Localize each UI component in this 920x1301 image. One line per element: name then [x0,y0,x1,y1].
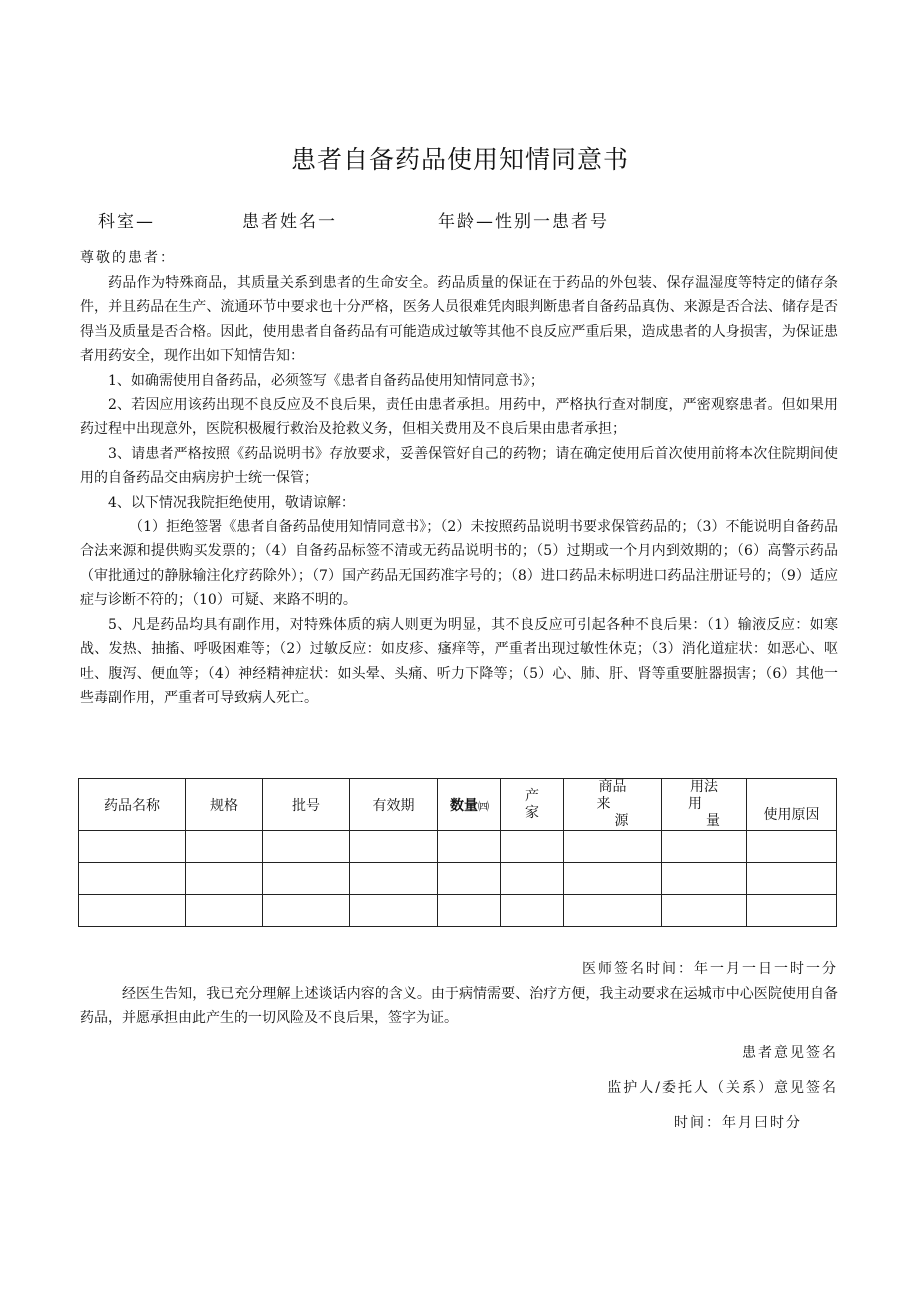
header-source: 商品 来 源 [564,779,662,831]
header-batch: 批号 [263,779,350,831]
header-manufacturer: 产 家 [501,779,564,831]
table-row [79,863,837,895]
cell[interactable] [350,895,438,927]
cell[interactable] [501,831,564,863]
cell[interactable] [186,895,263,927]
cell[interactable] [186,863,263,895]
consent-text: 经医生告知，我已充分理解上述谈话内容的含义。由于病情需要、治疗方便，我主动要求在运城市中心医院使用自备药品，并愿承担由此产生的一切风险及不良后果，签字为证。 [80,986,838,1027]
item-4-list: （1）拒绝签署《患者自备药品使用知情同意书》；（2）未按照药品说明书要求保管药品的；（3）不能说明自备药品合法来源和提供购买发票的；（4）自备药品标签不清或无药品说明书的；（5）过期或一个月内到效期的；（6）高警示药品（审批通过的静脉输注化疗药除外）；（7）国产药品无国药准字号的；（8）进口药品未标明进口药品注册证号的；（9）适应症与诊断不符的；（10）可疑、来路不明的。 [80,519,838,609]
cell[interactable] [350,863,438,895]
table-row [79,831,837,863]
drug-table [78,778,837,927]
item-4: 4、以下情况我院拒绝使用，敬请谅解： [108,494,355,511]
cell[interactable] [662,863,747,895]
notice-body [80,271,838,710]
intro-paragraph: 药品作为特殊商品，其质量关系到患者的生命安全。药品质量的保证在于药品的外包装、保存温湿度等特定的储存条件，并且药品在生产、流通环节中要求也十分严格，医务人员很难凭肉眼判断患者自备药品真伪、来源是否合法、储存是否得当及质量是否合格。因此，使用患者自备药品有可能造成过敏等其他不良反应严重后果，造成患者的人身损害，为保证患者用药安全，现作出如下知情告知： [80,275,838,365]
cell[interactable] [438,831,501,863]
table-row [79,895,837,927]
cell[interactable] [501,863,564,895]
greeting: 尊敬的患者： [80,250,176,266]
cell[interactable] [564,831,662,863]
department-field: 科室— [98,212,155,232]
cell[interactable] [662,831,747,863]
document-title: 患者自备药品使用知情同意书 [290,145,629,174]
header-usage: 用法 用 量 [662,779,747,831]
cell[interactable] [350,831,438,863]
header-spec: 规格 [186,779,263,831]
consent-statement [80,982,838,1031]
cell[interactable] [747,863,837,895]
cell[interactable] [564,863,662,895]
cell[interactable] [79,895,186,927]
cell[interactable] [501,895,564,927]
patient-name-field: 患者姓名一 [242,212,337,232]
cell[interactable] [564,895,662,927]
cell[interactable] [263,895,350,927]
cell[interactable] [747,831,837,863]
item-3: 3、请患者严格按照《药品说明书》存放要求，妥善保管好自己的药物；请在确定使用后首次使用前将本次住院期间使用的自备药品交由病房护士统一保管； [80,445,838,487]
cell[interactable] [79,831,186,863]
cell[interactable] [263,863,350,895]
cell[interactable] [263,831,350,863]
table-header-row [79,779,837,831]
cell[interactable] [662,895,747,927]
signature-time: 时间：年月曰时分 [674,1115,802,1131]
header-reason: 使用原因 [747,779,837,831]
item-1: 1、如确需使用自备药品，必须签写《患者自备药品使用知情同意书》； [108,372,544,389]
patient-signature: 患者意见签名 [742,1045,838,1061]
doctor-signature-time: 医师签名时间：年一月一日一时一分 [582,961,838,977]
header-quantity: 数量㈣ [438,779,501,831]
age-sex-number-field: 年龄—性别一患者号 [438,212,609,232]
header-drug-name: 药品名称 [79,779,186,831]
item-2: 2、若因应用该药出现不良反应及不良后果，责任由患者承担。用药中，严格执行查对制度，严密观察患者。但如果用药过程中出现意外，医院积极履行救治及抢救义务，但相关费用及不良后果由患者承担； [80,397,838,438]
cell[interactable] [438,895,501,927]
header-expiry: 有效期 [350,779,438,831]
cell[interactable] [747,895,837,927]
cell[interactable] [79,863,186,895]
item-5: 5、凡是药品均具有副作用，对特殊体质的病人则更为明显，其不良反应可引起各种不良后果：（1）输液反应：如寒战、发热、抽搐、呼吸困难等；（2）过敏反应：如皮疹、瘙痒等，严重者出现过敏性休克；（3）消化道症状：如恶心、呕吐、腹泻、便血等；（4）神经精神症状：如头晕、头痛、听力下降等；（5）心、肺、肝、肾等重要脏器损害；（6）其他一些毒副作用，严重者可导致病人死亡。 [80,616,838,706]
guardian-signature: 监护人/委托人（关系）意见签名 [607,1080,838,1096]
cell[interactable] [186,831,263,863]
cell[interactable] [438,863,501,895]
